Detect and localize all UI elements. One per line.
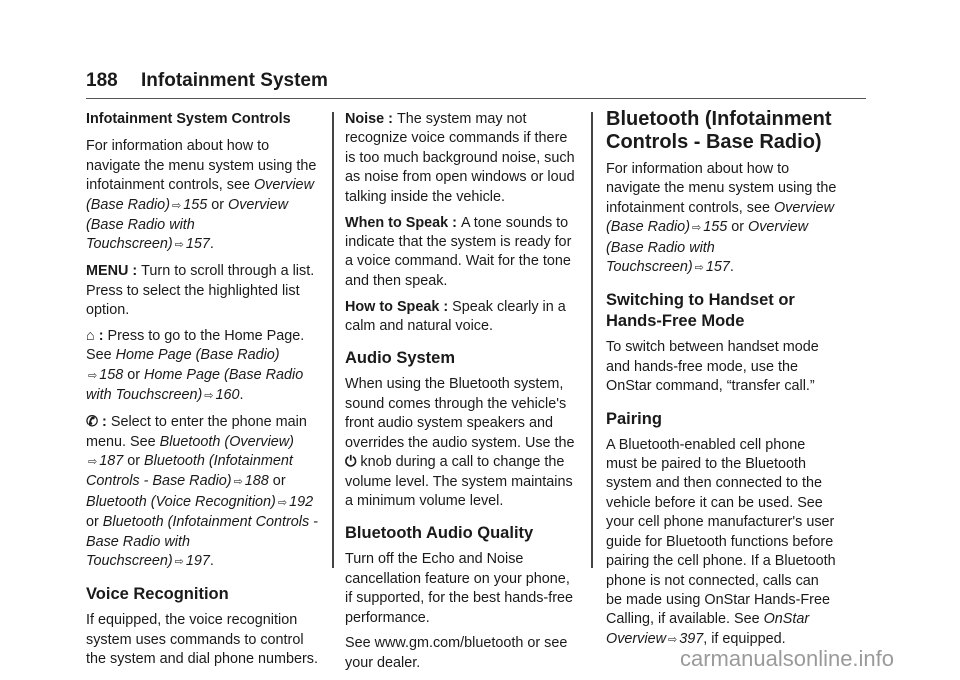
cross-reference-title: Bluetooth (Overview) xyxy=(159,433,294,450)
text: , if equipped. xyxy=(703,630,786,647)
page-number: 188 xyxy=(86,70,118,91)
paragraph xyxy=(86,262,336,320)
text: Turn off the Echo and Noise cancellation feature on your phone, if supported, for the best hands-free performance. xyxy=(345,551,573,626)
page-ref-arrow-icon: ⇨ xyxy=(88,456,98,468)
text: or xyxy=(727,219,749,236)
term-label: : xyxy=(94,328,108,345)
page-ref-arrow-icon: ⇨ xyxy=(204,390,214,403)
page-ref-arrow-icon: ⇨ xyxy=(691,222,702,235)
page-reference[interactable]: 160 xyxy=(215,387,240,404)
cross-reference-title: Overview (Base Radio with Touchscreen) xyxy=(606,219,808,276)
paragraph xyxy=(345,298,595,337)
column-divider xyxy=(591,112,593,568)
column-3 xyxy=(606,108,856,657)
section-heading: Bluetooth Audio Quality xyxy=(345,524,534,543)
column-1 xyxy=(86,110,336,676)
text: . xyxy=(729,259,734,276)
paragraph xyxy=(606,436,856,650)
text: . xyxy=(239,387,244,404)
cross-reference-title: Home Page (Base Radio) xyxy=(115,347,280,364)
page-ref-arrow-icon: ⇨ xyxy=(174,556,184,569)
cross-reference-title: Overview (Base Radio) xyxy=(86,177,314,213)
section-heading: Pairing xyxy=(606,409,662,428)
watermark: carmanualsonline.info xyxy=(680,646,895,671)
paragraph xyxy=(345,110,595,207)
paragraph xyxy=(345,214,595,292)
text: See www.gm.com/bluetooth or see your dealer. xyxy=(345,635,568,671)
term-label: Noise : xyxy=(345,111,397,127)
cross-reference-title: Overview (Base Radio with Touchscreen) xyxy=(86,196,288,253)
term-label: MENU : xyxy=(86,263,142,280)
page-ref-arrow-icon: ⇨ xyxy=(174,239,184,252)
page-ref-arrow-icon: ⇨ xyxy=(277,496,288,509)
text: Select to enter the phone main menu. See xyxy=(86,414,307,450)
cross-reference-title: OnStar Overview xyxy=(606,611,810,647)
text: or xyxy=(86,514,99,531)
text: . xyxy=(209,553,214,570)
paragraph xyxy=(86,413,336,572)
text: or xyxy=(207,196,229,213)
text: Turn to scroll through a list. Press to select the highlighted list option. xyxy=(86,263,315,319)
text: Speak clearly in a calm and natural voice. xyxy=(345,298,566,335)
page-reference[interactable]: 197 xyxy=(185,553,210,570)
page-reference[interactable]: 155 xyxy=(703,219,728,236)
text: A Bluetooth-enabled cell phone must be paired to the Bluetooth system and then connected to the vehicle before it can be used. See your cell phone manufacturer's user guide for Bluetooth functions before pairing the cell phone. If a Bluetooth phone is not connected, calls can be made using OnStar Hands-Free Calling, if available. See xyxy=(606,436,836,628)
page-reference[interactable]: 158 xyxy=(99,366,124,383)
text: For information about how to navigate the menu system using the infotainment controls, see xyxy=(86,138,317,194)
term-label: How to Speak : xyxy=(345,298,453,315)
page-ref-arrow-icon: ⇨ xyxy=(88,369,98,382)
paragraph xyxy=(345,375,595,511)
section-heading: Voice Recognition xyxy=(86,585,229,604)
paragraph xyxy=(345,634,595,673)
text: or xyxy=(272,473,286,490)
column-2 xyxy=(345,110,595,680)
text: or xyxy=(123,366,145,383)
paragraph xyxy=(345,550,595,628)
page-reference[interactable]: 187 xyxy=(99,453,124,469)
page-reference[interactable]: 157 xyxy=(185,236,210,253)
page-ref-arrow-icon: ⇨ xyxy=(694,262,704,275)
text: The system may not recognize voice commands if there is too much background noise, such as noise from open windows or loud talking inside the vehicle. xyxy=(345,111,575,205)
page-ref-arrow-icon: ⇨ xyxy=(171,199,182,212)
text: When using the Bluetooth system, sound comes through the vehicle's front audio system speakers and overrides the audio system. Use the xyxy=(345,376,575,451)
page-reference[interactable]: 397 xyxy=(679,630,704,647)
page-reference[interactable]: 188 xyxy=(244,473,269,490)
text: knob during a call to change the volume level. The system maintains a minimum volume level. xyxy=(345,454,573,509)
paragraph xyxy=(606,338,856,396)
text: To switch between handset mode and hands-free mode, use the OnStar command, “transfer call.” xyxy=(606,339,819,395)
paragraph xyxy=(86,611,336,669)
column-divider xyxy=(332,112,334,568)
cross-reference-title: Bluetooth (Voice Recognition) xyxy=(86,493,276,510)
page-reference[interactable]: 157 xyxy=(705,259,730,276)
paragraph xyxy=(86,137,336,255)
page-ref-arrow-icon: ⇨ xyxy=(233,476,243,489)
page-reference[interactable]: 155 xyxy=(183,196,208,213)
page-ref-arrow-icon: ⇨ xyxy=(667,633,678,646)
cross-reference-title: Overview (Base Radio) xyxy=(606,199,834,236)
text: If equipped, the voice recognition system uses commands to control the system and dial phone numbers. xyxy=(86,612,318,668)
home-icon: ⌂ xyxy=(86,328,95,345)
page-header xyxy=(86,70,328,92)
paragraph xyxy=(606,160,856,278)
section-heading: Switching to Handset or Hands-Free Mode xyxy=(606,291,795,331)
text: or xyxy=(123,453,145,469)
text: Press to go to the Home Page. See xyxy=(86,328,305,364)
cross-reference-title: Home Page (Base Radio with Touchscreen) xyxy=(86,366,304,404)
power-knob-icon: ⏻ xyxy=(345,454,357,471)
term-label: When to Speak : xyxy=(345,214,461,231)
page-reference[interactable]: 192 xyxy=(289,493,314,510)
section-heading: Infotainment System Controls xyxy=(86,111,291,127)
page-title: Infotainment System xyxy=(141,70,328,91)
paragraph xyxy=(86,327,336,407)
section-heading: Audio System xyxy=(345,349,456,368)
phone-icon: ✆ xyxy=(86,414,99,431)
text: . xyxy=(209,236,214,253)
text: A tone sounds to indicate that the system is ready for a voice command. Wait for the tone and then speak. xyxy=(345,214,572,289)
cross-reference-title: Bluetooth (Infotainment Controls - Base Radio) xyxy=(86,453,293,490)
term-label: : xyxy=(98,414,111,431)
header-rule xyxy=(86,98,866,99)
cross-reference-title: Bluetooth (Infotainment Controls - Base Radio with Touchscreen) xyxy=(86,514,318,570)
section-heading: Bluetooth (Infotainment Controls - Base Radio) xyxy=(606,108,832,153)
text: For information about how to navigate the menu system using the infotainment controls, see xyxy=(606,161,837,216)
